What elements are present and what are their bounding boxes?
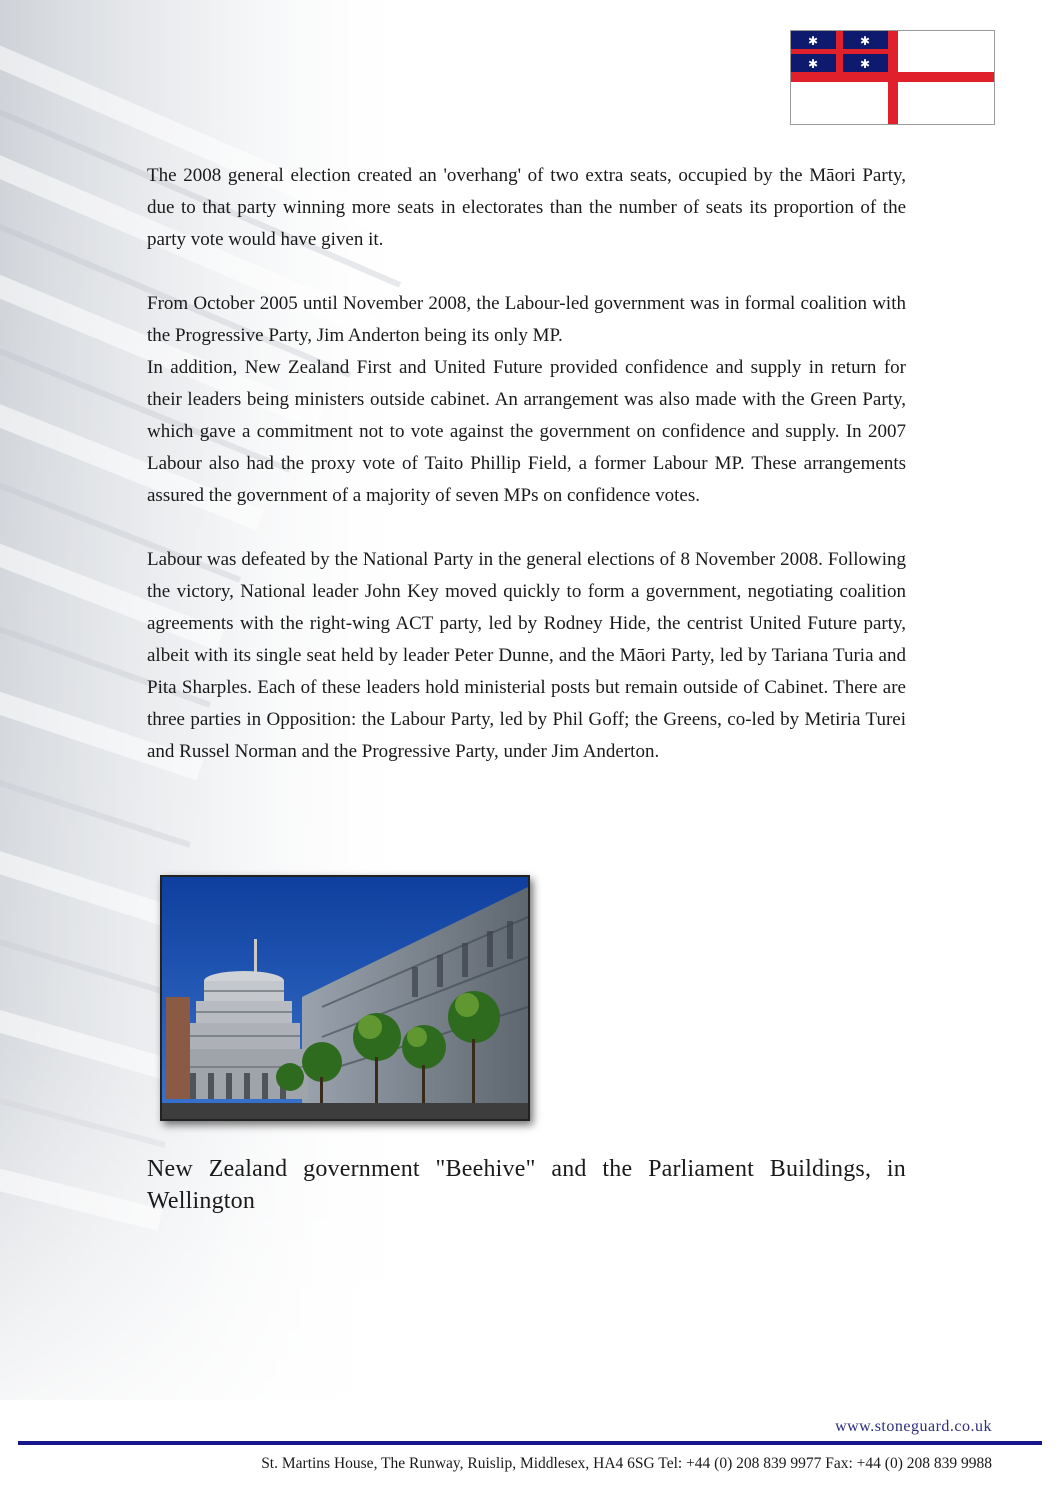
parliament-photo <box>160 875 530 1121</box>
footer-address: St. Martins House, The Runway, Ruislip, Middlesex, HA4 6SG Tel: +44 (0) 208 839 9977 Fax: +44 (0) 208 839 9988 <box>261 1455 992 1472</box>
svg-text:✱: ✱ <box>807 57 819 71</box>
paragraph-line: Labour was defeated by the National Party in the general elections of 8 November 2008. Following the victory, National leader John Key moved quickly to form a government, negotiating coalition agreements with the right-wing ACT party, led by Rodney Hide, the centrist United Future party, albeit with its single seat held by leader Peter Dunne, and the Māori Party, led by Tariana Turia and Pita Sharples. Each of these leaders hold ministerial posts but remain outside of Cabinet. There are three parties in Opposition: the Labour Party, led by Phil Goff; the Greens, co-led by Metiria Turei and Russel Norman and the Progressive Party, under Jim Anderton. <box>147 549 906 762</box>
paragraph-line: From October 2005 until November 2008, the Labour-led government was in formal coalition with the Progressive Party, Jim Anderton being its only MP. <box>147 293 906 346</box>
flag-image <box>790 30 995 125</box>
footer-divider <box>18 1441 1042 1445</box>
svg-text:✱: ✱ <box>807 34 819 48</box>
svg-text:✱: ✱ <box>859 57 871 71</box>
paragraph-coalition <box>147 288 906 512</box>
photo-caption: New Zealand government "Beehive" and the Parliament Buildings, in Wellington <box>147 1156 906 1214</box>
parliament-photo-graphic <box>162 877 528 1119</box>
paragraph-line: In addition, New Zealand First and United Future provided confidence and supply in return for their leaders being ministers outside cabinet. An arrangement was also made with the Green Party, which gave a commitment not to vote against the government on confidence and supply. In 2007 Labour also had the proxy vote of Taito Phillip Field, a former Labour MP. These arrangements assured the government of a majority of seven MPs on confidence votes. <box>147 357 906 506</box>
paragraph-2008-election <box>147 544 906 768</box>
svg-text:✱: ✱ <box>859 34 871 48</box>
body-text <box>147 160 906 800</box>
footer-website-link[interactable]: www.stoneguard.co.uk <box>835 1418 992 1435</box>
paragraph-line: The 2008 general election created an 'overhang' of two extra seats, occupied by the Māori Party, due to that party winning more seats in electorates than the number of seats its proportion of the party vote would have given it. <box>147 165 906 250</box>
paragraph-overhang <box>147 160 906 256</box>
flag-graphic <box>791 31 994 124</box>
